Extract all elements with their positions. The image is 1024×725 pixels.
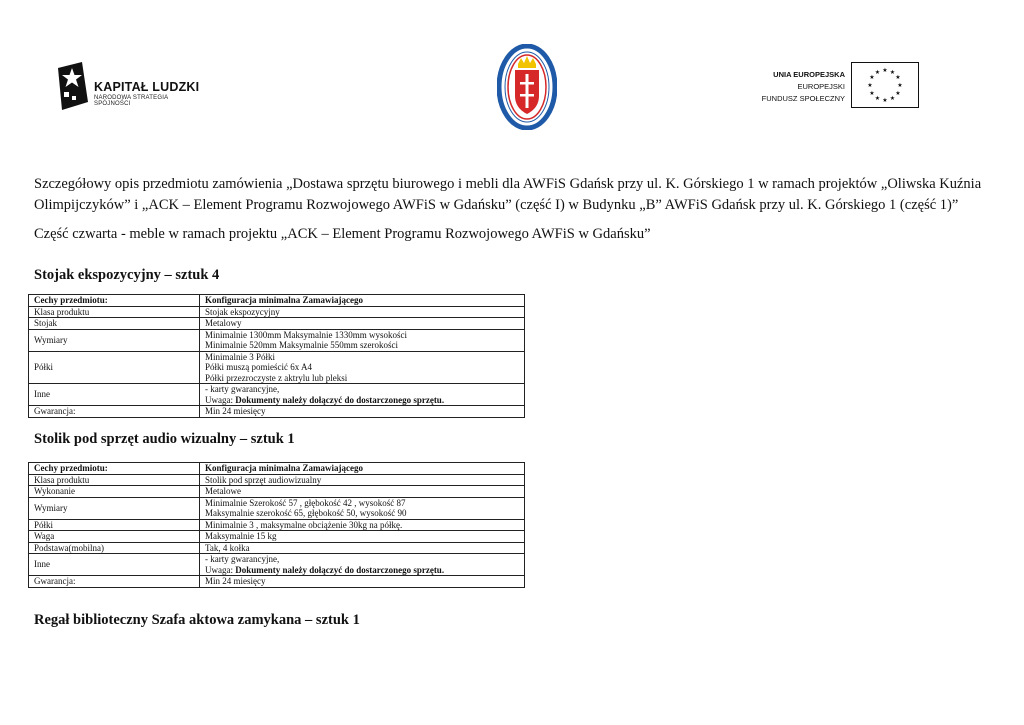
row-value: Minimalnie 3 , maksymalne obciążenie 30kg na półkę. — [200, 519, 525, 531]
value-line: Półki przezroczyste z aktrylu lub pleksi — [205, 372, 348, 383]
note-line — [205, 565, 519, 576]
row-value: Metalowy — [200, 318, 525, 330]
table-row — [29, 497, 525, 519]
table-row — [29, 576, 525, 588]
table-row — [29, 474, 525, 486]
eu-line-2: EUROPEJSKI — [797, 82, 845, 91]
value-line: Półki muszą pomieścić 6x A4 — [205, 362, 312, 372]
table-row — [29, 519, 525, 531]
row-value — [200, 497, 525, 519]
svg-text:★: ★ — [869, 90, 875, 97]
value-line: - karty gwarancyjne, — [205, 384, 280, 394]
svg-text:★: ★ — [895, 74, 901, 81]
awfis-emblem-icon — [497, 44, 557, 130]
awfis-logo — [497, 44, 557, 130]
row-value: Maksymalnie 15 kg — [200, 531, 525, 543]
row-label: Gwarancja: — [29, 406, 200, 418]
row-value — [200, 384, 525, 406]
row-label: Waga — [29, 531, 200, 543]
document-intro: Szczegółowy opis przedmiotu zamówienia „Dostawa sprzętu biurowego i mebli dla AWFiS Gdańsk przy ul. K. Górskiego 1 w ramach projektów „Oliwska Kuźnia Olimpijczyków” i „ACK – Element Programu Rozwojowego AWFiS w Gdańsku” (część I) w Budynku „B” AWFiS Gdańsk przy ul. K. Górskiego 1 (część 1)” — [34, 176, 982, 213]
svg-text:★: ★ — [889, 69, 896, 76]
document-part-title: Część czwarta - meble w ramach projektu „ACK – Element Programu Rozwojowego AWFiS w Gdańsku” — [34, 226, 651, 242]
row-label: Klasa produktu — [29, 306, 200, 318]
table-row — [29, 384, 525, 406]
row-label: Klasa produktu — [29, 474, 200, 486]
table-row — [29, 329, 525, 351]
row-label: Podstawa(mobilna) — [29, 542, 200, 554]
row-label: Gwarancja: — [29, 576, 200, 588]
section-heading-regal: Regał biblioteczny Szafa aktowa zamykana – sztuk 1 — [34, 612, 360, 628]
table-header-row — [29, 463, 525, 475]
row-label: Wymiary — [29, 329, 200, 351]
value-line: Minimalnie 520mm Maksymalnie 550mm szerokości — [205, 340, 398, 350]
row-value: Min 24 miesięcy — [200, 576, 525, 588]
table-header-cell: Cechy przedmiotu: — [29, 295, 200, 307]
table-header-cell: Cechy przedmiotu: — [29, 463, 200, 475]
table-row — [29, 542, 525, 554]
row-label: Inne — [29, 384, 200, 406]
table-row — [29, 531, 525, 543]
eu-line-3: FUNDUSZ SPOŁECZNY — [761, 94, 845, 103]
row-value: Metalowe — [200, 486, 525, 498]
svg-text:★: ★ — [882, 67, 888, 74]
note-bold: Dokumenty należy dołączyć do dostarczonego sprzętu. — [235, 394, 445, 405]
table-row — [29, 486, 525, 498]
row-value: Stolik pod sprzęt audiowizualny — [200, 474, 525, 486]
table-header-row — [29, 295, 525, 307]
spec-table-stolik — [28, 462, 525, 588]
svg-text:★: ★ — [882, 97, 888, 104]
table-header-cell: Konfiguracja minimalna Zamawiającego — [200, 295, 525, 307]
row-value: Min 24 miesięcy — [200, 406, 525, 418]
svg-text:★: ★ — [895, 90, 901, 97]
row-value — [200, 329, 525, 351]
value-line: Minimalnie Szerokość 57 , głębokość 42 , wysokość 87 — [205, 497, 406, 508]
row-value — [200, 554, 525, 576]
svg-text:★: ★ — [874, 69, 881, 76]
eu-flag — [851, 62, 919, 108]
kapital-ludzki-logo — [56, 62, 206, 112]
section-heading-stolik: Stolik pod sprzęt audio wizualny – sztuk 1 — [34, 431, 295, 447]
value-line: Maksymalnie szerokość 65, głębokość 50, wysokość 90 — [205, 508, 407, 518]
row-label: Wymiary — [29, 497, 200, 519]
table-header-cell: Konfiguracja minimalna Zamawiającego — [200, 463, 525, 475]
svg-text:★: ★ — [889, 95, 896, 102]
row-value: Stojak ekspozycyjny — [200, 306, 525, 318]
eu-logo — [750, 62, 925, 112]
row-value — [200, 351, 525, 384]
table-row — [29, 306, 525, 318]
kapital-ludzki-emblem-icon — [56, 62, 90, 110]
svg-text:★: ★ — [897, 82, 903, 89]
row-label: Wykonanie — [29, 486, 200, 498]
note-prefix: Uwaga: — [205, 564, 236, 575]
row-label: Stojak — [29, 318, 200, 330]
spec-table-stojak — [28, 294, 525, 418]
table-row — [29, 351, 525, 384]
table-row — [29, 318, 525, 330]
svg-text:★: ★ — [869, 74, 875, 81]
table-row — [29, 554, 525, 576]
svg-text:★: ★ — [867, 82, 873, 89]
value-line: - karty gwarancyjne, — [205, 554, 280, 564]
value-line: Minimalnie 1300mm Maksymalnie 1330mm wysokości — [205, 329, 407, 340]
row-label: Inne — [29, 554, 200, 576]
section-heading-stojak: Stojak ekspozycyjny – sztuk 4 — [34, 267, 220, 283]
kapital-ludzki-title: KAPITAŁ LUDZKI — [94, 80, 200, 94]
table-row — [29, 406, 525, 418]
note-bold: Dokumenty należy dołączyć do dostarczonego sprzętu. — [235, 564, 445, 575]
row-label: Półki — [29, 351, 200, 384]
eu-title: UNIA EUROPEJSKA — [773, 70, 845, 79]
row-label: Półki — [29, 519, 200, 531]
note-line — [205, 395, 519, 406]
row-value: Tak, 4 kołka — [200, 542, 525, 554]
eu-stars-icon — [852, 63, 918, 107]
value-line: Minimalnie 3 Półki — [205, 351, 276, 362]
note-prefix: Uwaga: — [205, 394, 236, 405]
svg-text:★: ★ — [874, 95, 881, 102]
kapital-ludzki-subtitle: NARODOWA STRATEGIA SPÓJNOŚCI — [94, 95, 168, 107]
